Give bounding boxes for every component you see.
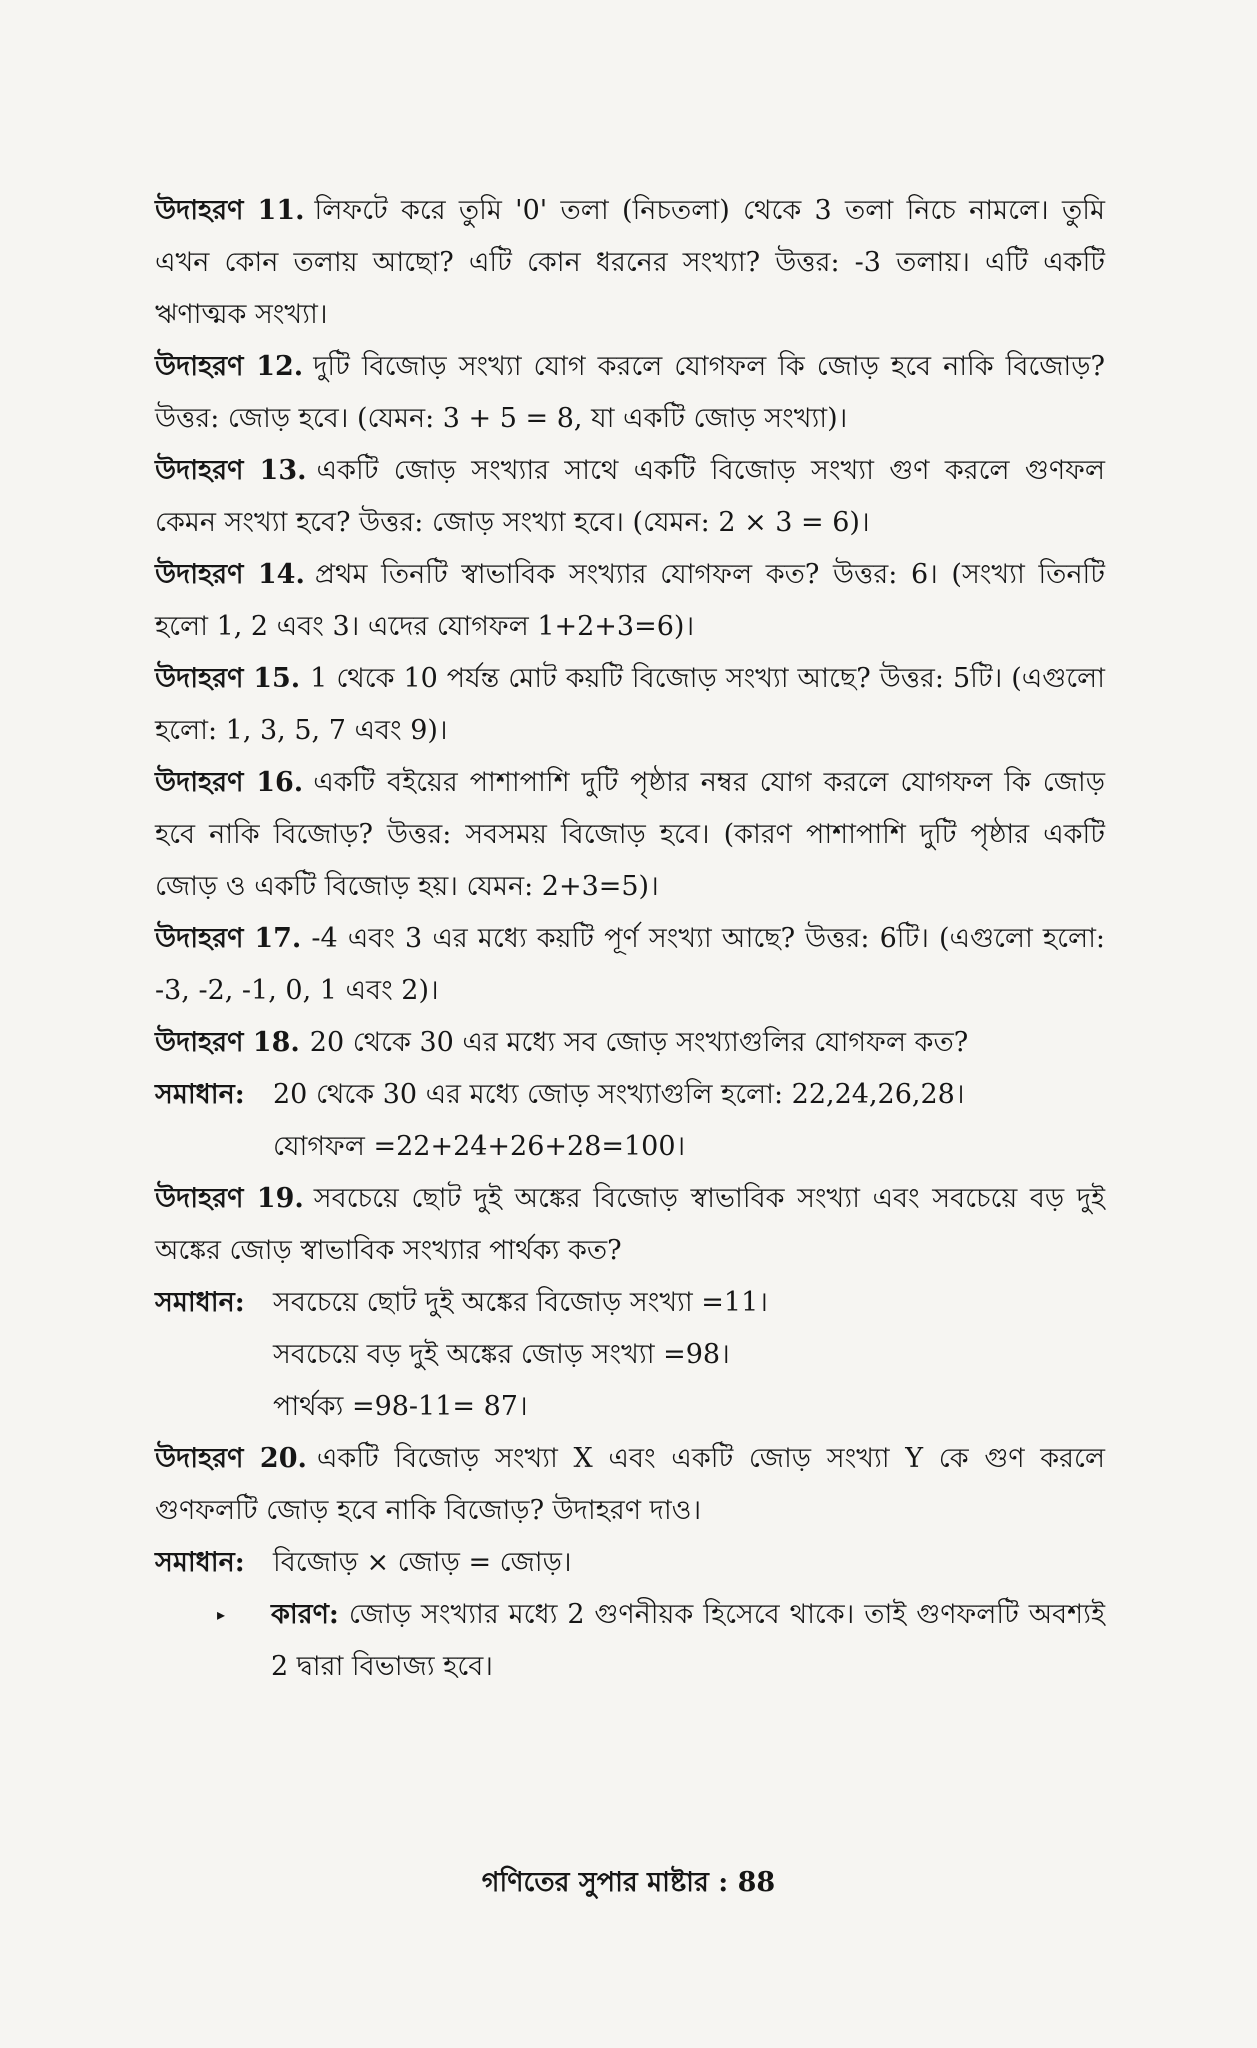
- example-text: সবচেয়ে ছোট দুই অঙ্কের বিজোড় স্বাভাবিক সংখ্যা এবং সবচেয়ে বড় দুই অঙ্কের জোড় স্বাভাবিক সংখ্যার পার্থক্য কত?: [155, 1183, 1105, 1266]
- example-text: দুটি বিজোড় সংখ্যা যোগ করলে যোগফল কি জোড় হবে নাকি বিজোড়? উত্তর: জোড় হবে। (যেমন: 3 + 5 = 8, যা একটি জোড় সংখ্যা)।: [155, 351, 1105, 434]
- example-19-solution: [155, 1277, 1105, 1433]
- example-12: [155, 341, 1105, 445]
- reason-label: কারণ:: [271, 1599, 339, 1630]
- solution-line: বিজোড় × জোড় = জোড়।: [273, 1547, 572, 1578]
- example-13: [155, 445, 1105, 549]
- example-label: উদাহরণ 14.: [155, 559, 305, 590]
- solution-label: সমাধান:: [155, 1079, 245, 1110]
- example-label: উদাহরণ 18.: [155, 1027, 300, 1058]
- solution-line: সবচেয়ে বড় দুই অঙ্কের জোড় সংখ্যা =98।: [273, 1339, 730, 1370]
- example-18-solution: [155, 1069, 1105, 1173]
- solution-lines: [273, 1537, 1105, 1589]
- example-label: উদাহরণ 19.: [155, 1183, 304, 1214]
- example-text: প্রথম তিনটি স্বাভাবিক সংখ্যার যোগফল কত? উত্তর: 6। (সংখ্যা তিনটি হলো 1, 2 এবং 3। এদের যোগফল 1+2+3=6)।: [155, 559, 1105, 642]
- example-label: উদাহরণ 12.: [155, 351, 304, 382]
- example-text: 1 থেকে 10 পর্যন্ত মোট কয়টি বিজোড় সংখ্যা আছে? উত্তর: 5টি। (এগুলো হলো: 1, 3, 5, 7 এবং 9)।: [155, 663, 1106, 746]
- example-label: উদাহরণ 11.: [155, 195, 305, 226]
- solution-label: সমাধান:: [155, 1547, 245, 1578]
- reason-bullet: [217, 1589, 1105, 1693]
- example-20: [155, 1433, 1105, 1537]
- example-text: 20 থেকে 30 এর মধ্যে সব জোড় সংখ্যাগুলির যোগফল কত?: [309, 1027, 969, 1058]
- example-16: [155, 757, 1105, 913]
- example-label: উদাহরণ 17.: [155, 923, 302, 954]
- example-text: একটি বইয়ের পাশাপাশি দুটি পৃষ্ঠার নম্বর যোগ করলে যোগফল কি জোড় হবে নাকি বিজোড়? উত্তর: সবসময় বিজোড় হবে। (কারণ পাশাপাশি দুটি পৃষ্ঠার একটি জোড় ও একটি বিজোড় হয়। যেমন: 2+3=5)।: [155, 767, 1106, 902]
- example-text: একটি জোড় সংখ্যার সাথে একটি বিজোড় সংখ্যা গুণ করলে গুণফল কেমন সংখ্যা হবে? উত্তর: জোড় সংখ্যা হবে। (যেমন: 2 × 3 = 6)।: [155, 455, 1106, 538]
- example-text: লিফটে করে তুমি '0' তলা (নিচতলা) থেকে 3 তলা নিচে নামলে। তুমি এখন কোন তলায় আছো? এটি কোন ধরনের সংখ্যা? উত্তর: -3 তলায়। এটি একটি ঋণাত্মক সংখ্যা।: [155, 195, 1106, 330]
- example-label: উদাহরণ 13.: [155, 455, 307, 486]
- example-label: উদাহরণ 16.: [155, 767, 304, 798]
- example-20-solution: [155, 1537, 1105, 1589]
- example-text: একটি বিজোড় সংখ্যা X এবং একটি জোড় সংখ্যা Y কে গুণ করলে গুণফলটি জোড় হবে নাকি বিজোড়? উদাহরণ দাও।: [155, 1443, 1105, 1526]
- example-label: উদাহরণ 20.: [155, 1443, 307, 1474]
- solution-lines: [273, 1069, 1105, 1173]
- example-18: [155, 1017, 1105, 1069]
- reason-text: জোড় সংখ্যার মধ্যে 2 গুণনীয়ক হিসেবে থাকে। তাই গুণফলটি অবশ্যই 2 দ্বারা বিভাজ্য হবে।: [271, 1599, 1105, 1682]
- solution-lines: [273, 1277, 1105, 1433]
- example-14: [155, 549, 1105, 653]
- example-text: -4 এবং 3 এর মধ্যে কয়টি পূর্ণ সংখ্যা আছে? উত্তর: 6টি। (এগুলো হলো: -3, -2, -1, 0, 1 এবং 2)।: [155, 923, 1105, 1006]
- example-19: [155, 1173, 1105, 1277]
- solution-label: সমাধান:: [155, 1287, 245, 1318]
- example-label: উদাহরণ 15.: [155, 663, 301, 694]
- solution-line: 20 থেকে 30 এর মধ্যে জোড় সংখ্যাগুলি হলো: 22,24,26,28।: [273, 1079, 965, 1110]
- example-15: [155, 653, 1105, 757]
- page-footer: গণিতের সুপার মাষ্টার : 88: [481, 1867, 776, 1898]
- reason-text-block: [271, 1589, 1105, 1693]
- solution-line: যোগফল =22+24+26+28=100।: [273, 1131, 686, 1162]
- example-17: [155, 913, 1105, 1017]
- solution-line: পার্থক্য =98-11= 87।: [273, 1391, 528, 1422]
- example-11: [155, 185, 1105, 341]
- bullet-arrow-icon: ▸: [217, 1605, 226, 1624]
- solution-line: সবচেয়ে ছোট দুই অঙ্কের বিজোড় সংখ্যা =11।: [273, 1287, 768, 1318]
- page-content: [155, 185, 1105, 1693]
